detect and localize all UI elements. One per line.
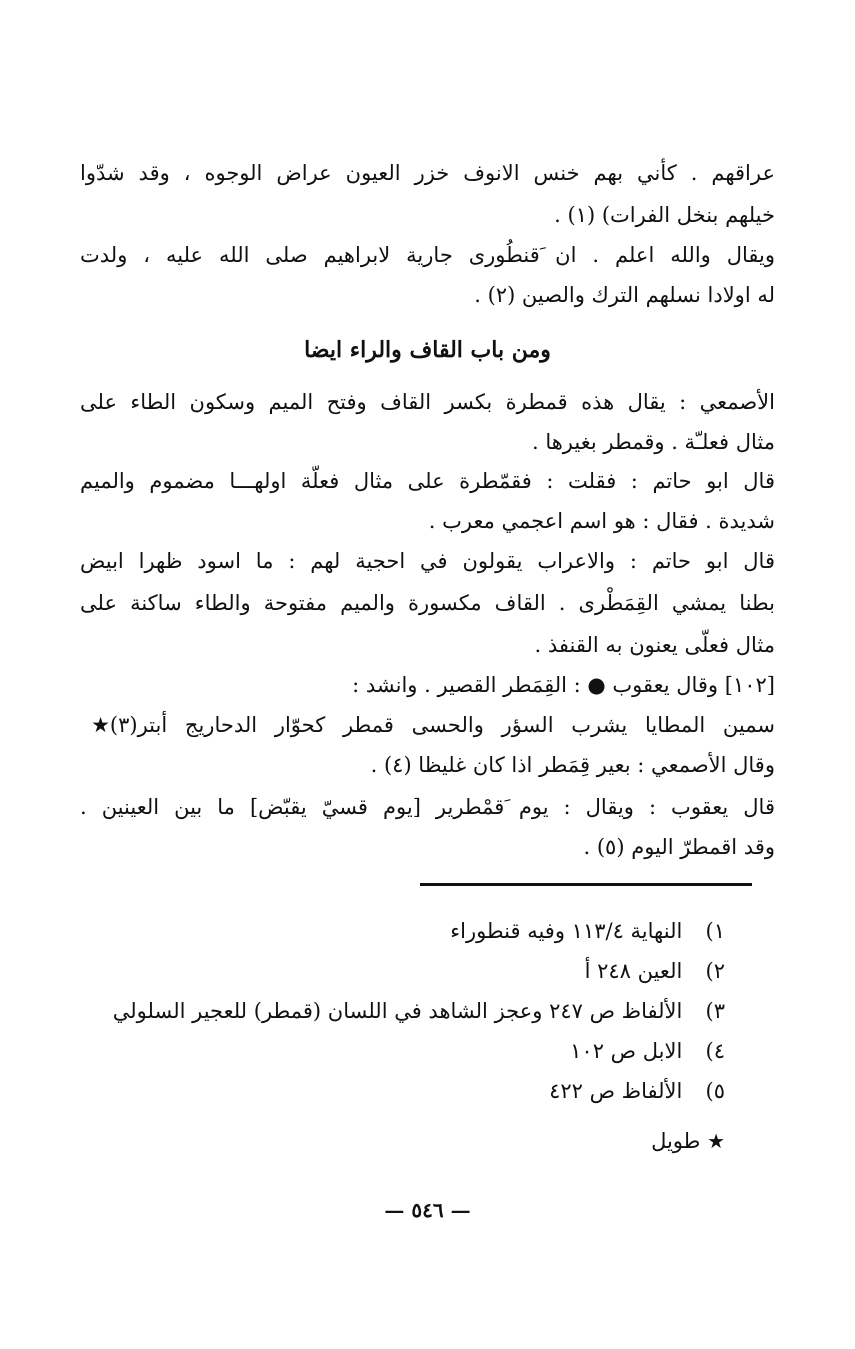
- footnote-text: الألفاظ ص ٤٢٢: [549, 1079, 683, 1103]
- footnote-number: ٢): [705, 959, 725, 983]
- text-line: قال يعقوب : ويقال : يوم َقمْطرير [يوم قسيّ يقبّض] ما بين العينين .: [80, 795, 775, 819]
- text-line: مثال فعلـّة . وقمطر بغيرها .: [531, 430, 775, 454]
- footnote: [549, 1076, 725, 1106]
- footnote: [570, 1036, 725, 1066]
- text-line: له اولادا نسلهم الترك والصين (٢) .: [474, 283, 775, 307]
- text-line: شديدة . فقال : هو اسم اعجمي معرب .: [428, 509, 775, 533]
- text-line: ويقال والله اعلم . ان َقنطُورى جارية لابراهيم صلى الله عليه ، ولدت: [80, 243, 775, 267]
- text-line: وقد اقمطرّ اليوم (٥) .: [583, 835, 775, 859]
- text-line: [١٠٢] وقال يعقوب ● : القِمَطر القصير . وانشد :: [352, 673, 775, 697]
- page-number: — ٥٤٦ —: [384, 1198, 471, 1222]
- text-line: الأصمعي : يقال هذه قمطرة بكسر القاف وفتح الميم وسكون الطاء على: [80, 390, 775, 414]
- text-line: قال ابو حاتم : فقلت : فقمّطرة على مثال فعلّة اولهـــا مضموم والميم: [80, 469, 775, 493]
- text-line: عراقهم . كأني بهم خنس الانوف خزر العيون عراض الوجوه ، وقد شدّوا: [80, 161, 775, 185]
- footnote-number: ١): [705, 919, 725, 943]
- text-line: بطنا يمشي القِمَطْرى . القاف مكسورة والميم مفتوحة والطاء ساكنة على: [80, 591, 775, 615]
- footnote-text: الابل ص ١٠٢: [570, 1039, 683, 1063]
- text-line: وقال الأصمعي : بعير قِمَطر اذا كان غليظا (٤) .: [370, 753, 775, 777]
- footnote-text: النهاية ١١٣/٤ وفيه قنطوراء: [450, 919, 683, 943]
- text-line: مثال فعلّى يعنون به القنفذ .: [534, 633, 775, 657]
- footnote: [450, 916, 725, 946]
- footnote-text: العين ٢٤٨ أ: [584, 959, 683, 983]
- footnote: [585, 956, 725, 986]
- section-heading: ومن باب القاف والراء ايضا: [304, 337, 551, 363]
- footnote: [113, 996, 725, 1026]
- footnote-number: ٤): [705, 1039, 725, 1063]
- footnote-text: طويل: [651, 1129, 701, 1153]
- text-line: قال ابو حاتم : والاعراب يقولون في احجية لهم : ما اسود ظهرا ابيض: [80, 549, 775, 573]
- footnote-separator: [420, 883, 752, 886]
- verse-line: سمين المطايا يشرب السؤر والحسى قمطر كحوّار الدحاريج أبتر(٣)★: [80, 713, 775, 737]
- star-icon: ★: [707, 1129, 725, 1153]
- footnote-number: ٣): [705, 999, 725, 1023]
- footnote-number: ٥): [705, 1079, 725, 1103]
- text-line: خيلهم بنخل الفرات) (١) .: [554, 203, 775, 227]
- footnote-meter: [651, 1126, 725, 1156]
- footnote-text: الألفاظ ص ٢٤٧ وعجز الشاهد في اللسان (قمطر) للعجير السلولي: [112, 999, 683, 1023]
